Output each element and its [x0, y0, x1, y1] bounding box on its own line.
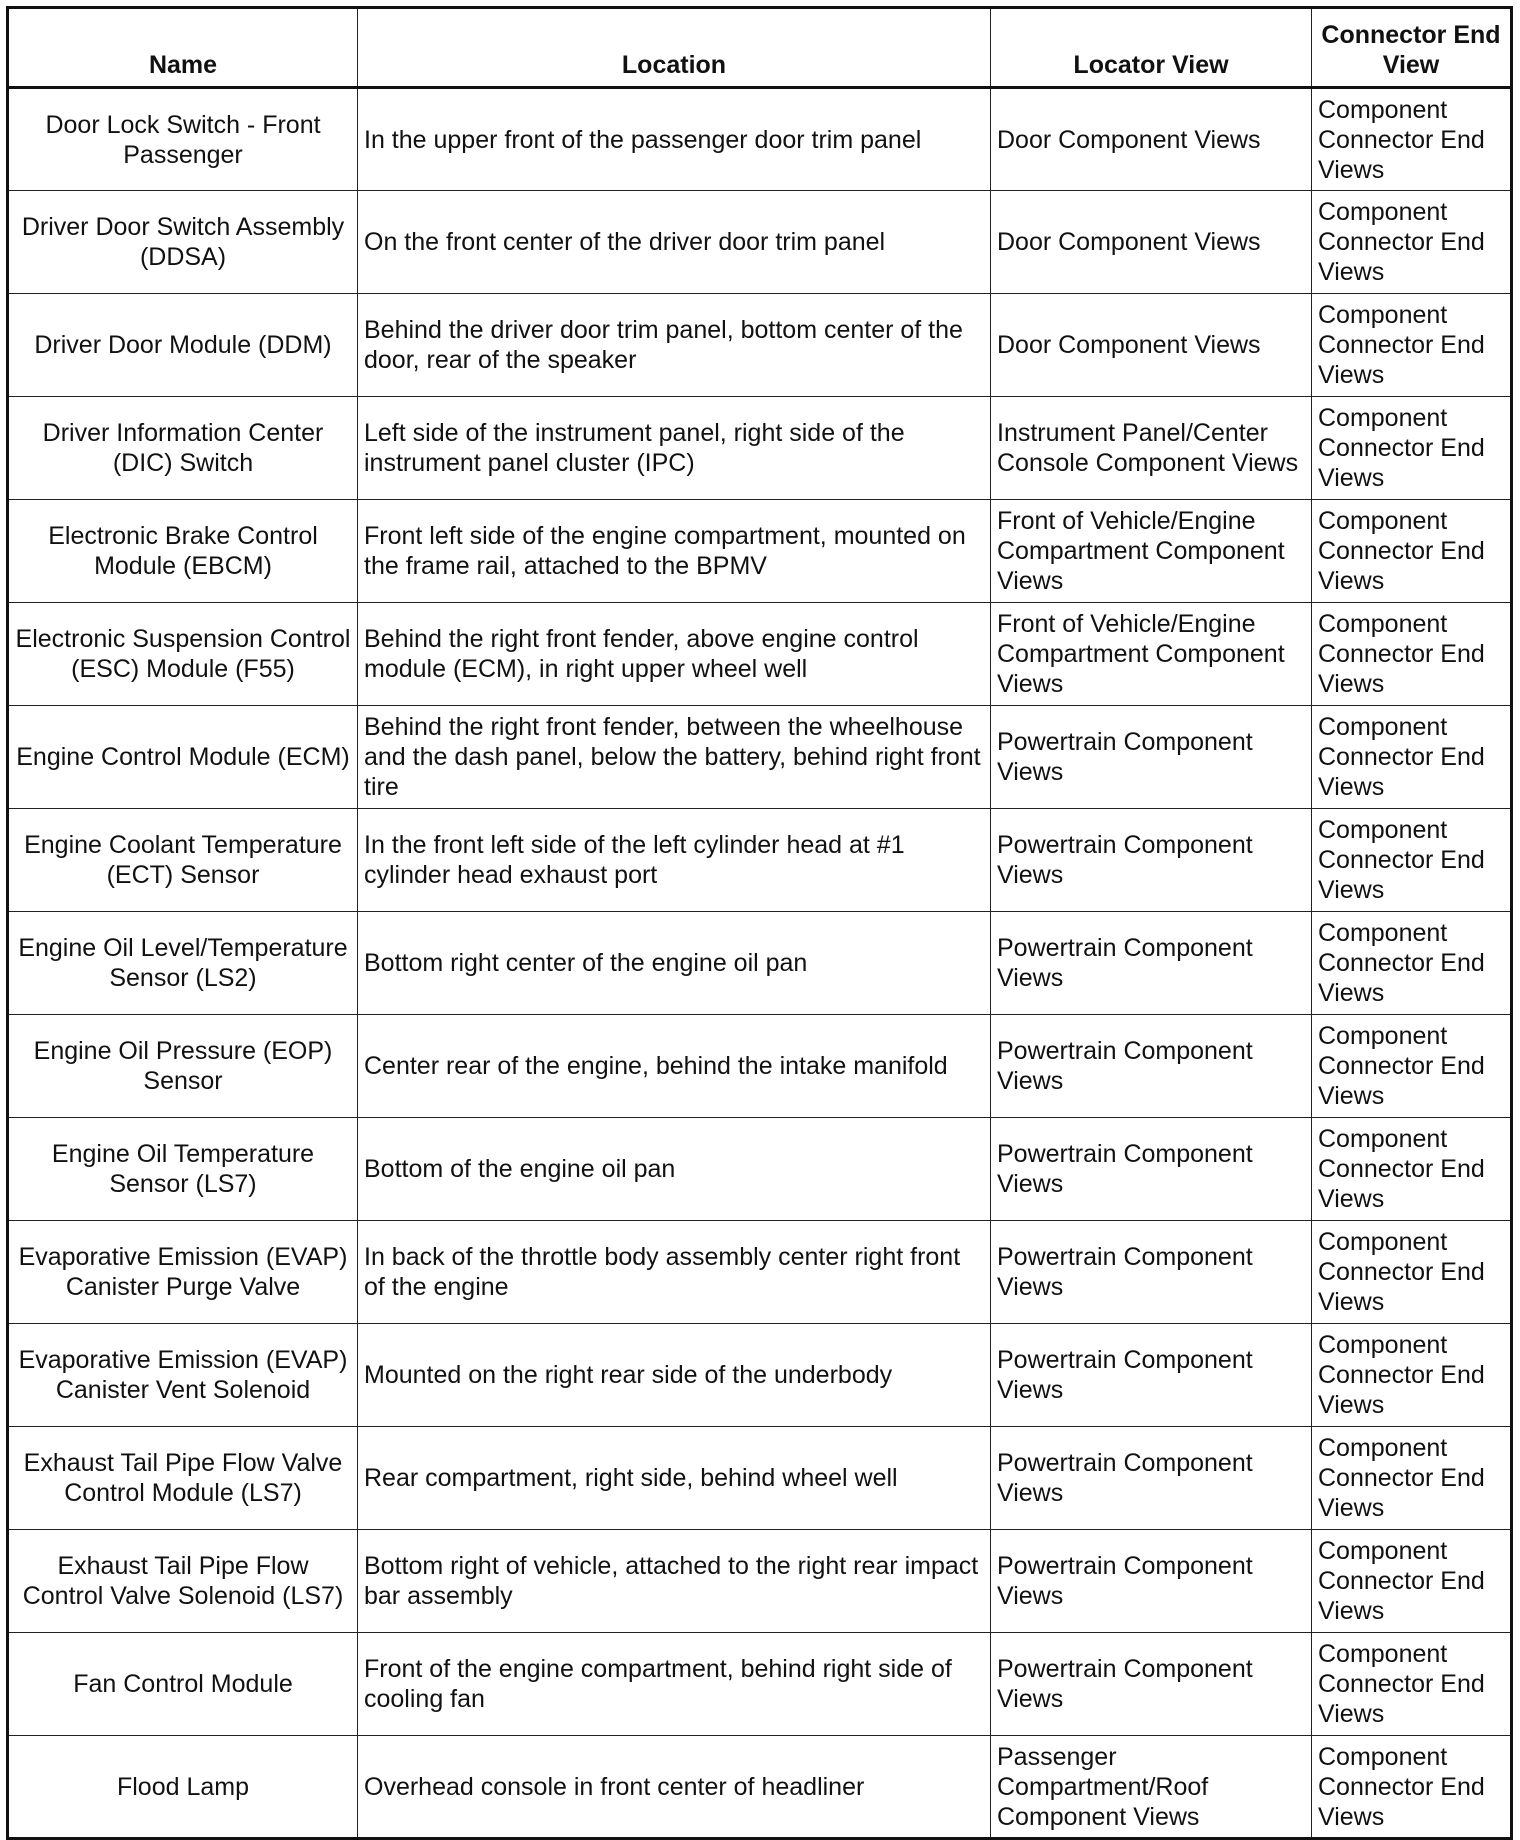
locator-view-link: Powertrain Component Views: [991, 706, 1312, 809]
connector-end-view-link: Component Connector End Views: [1312, 88, 1512, 191]
table-row: [8, 294, 1512, 397]
header-row: [8, 8, 1512, 88]
component-name: Flood Lamp: [8, 1736, 358, 1839]
table-row: [8, 500, 1512, 603]
component-name: Evaporative Emission (EVAP) Canister Vent Solenoid: [8, 1324, 358, 1427]
component-name: Exhaust Tail Pipe Flow Valve Control Module (LS7): [8, 1427, 358, 1530]
component-location: Bottom right of vehicle, attached to the right rear impact bar assembly: [358, 1530, 991, 1633]
locator-view-link: Powertrain Component Views: [991, 1633, 1312, 1736]
component-location: Behind the driver door trim panel, bottom center of the door, rear of the speaker: [358, 294, 991, 397]
component-name: Driver Door Switch Assembly (DDSA): [8, 191, 358, 294]
connector-end-view-link: Component Connector End Views: [1312, 1427, 1512, 1530]
component-name: Engine Coolant Temperature (ECT) Sensor: [8, 809, 358, 912]
table-row: [8, 603, 1512, 706]
table-row: [8, 1633, 1512, 1736]
component-location: Front left side of the engine compartment, mounted on the frame rail, attached to the BPMV: [358, 500, 991, 603]
locator-view-link: Powertrain Component Views: [991, 809, 1312, 912]
component-location: Behind the right front fender, above engine control module (ECM), in right upper wheel well: [358, 603, 991, 706]
connector-end-view-link: Component Connector End Views: [1312, 1015, 1512, 1118]
header-connector-end-view: Connector End View: [1312, 8, 1512, 88]
component-name: Engine Control Module (ECM): [8, 706, 358, 809]
locator-view-link: Powertrain Component Views: [991, 1324, 1312, 1427]
connector-end-view-link: Component Connector End Views: [1312, 397, 1512, 500]
component-name: Engine Oil Temperature Sensor (LS7): [8, 1118, 358, 1221]
table-row: [8, 1736, 1512, 1839]
component-name: Evaporative Emission (EVAP) Canister Purge Valve: [8, 1221, 358, 1324]
component-name: Driver Information Center (DIC) Switch: [8, 397, 358, 500]
header-location: Location: [358, 8, 991, 88]
component-location: Mounted on the right rear side of the underbody: [358, 1324, 991, 1427]
table-row: [8, 1427, 1512, 1530]
component-location: Center rear of the engine, behind the intake manifold: [358, 1015, 991, 1118]
connector-end-view-link: Component Connector End Views: [1312, 294, 1512, 397]
locator-view-link: Door Component Views: [991, 294, 1312, 397]
connector-end-view-link: Component Connector End Views: [1312, 1221, 1512, 1324]
connector-end-view-link: Component Connector End Views: [1312, 191, 1512, 294]
connector-end-view-link: Component Connector End Views: [1312, 603, 1512, 706]
component-location: In the front left side of the left cylinder head at #1 cylinder head exhaust port: [358, 809, 991, 912]
table-row: [8, 1015, 1512, 1118]
table-row: [8, 1118, 1512, 1221]
component-name: Door Lock Switch - Front Passenger: [8, 88, 358, 191]
component-location: In the upper front of the passenger door trim panel: [358, 88, 991, 191]
component-name: Exhaust Tail Pipe Flow Control Valve Solenoid (LS7): [8, 1530, 358, 1633]
component-name: Engine Oil Level/Temperature Sensor (LS2): [8, 912, 358, 1015]
table-row: [8, 397, 1512, 500]
component-location: Bottom of the engine oil pan: [358, 1118, 991, 1221]
component-locator-table: [6, 6, 1513, 1840]
component-name: Electronic Suspension Control (ESC) Module (F55): [8, 603, 358, 706]
locator-view-link: Instrument Panel/Center Console Component Views: [991, 397, 1312, 500]
component-location: Rear compartment, right side, behind wheel well: [358, 1427, 991, 1530]
locator-view-link: Powertrain Component Views: [991, 1530, 1312, 1633]
component-location: Bottom right center of the engine oil pan: [358, 912, 991, 1015]
component-location: In back of the throttle body assembly center right front of the engine: [358, 1221, 991, 1324]
locator-view-link: Powertrain Component Views: [991, 1118, 1312, 1221]
table-row: [8, 809, 1512, 912]
table-row: [8, 88, 1512, 191]
connector-end-view-link: Component Connector End Views: [1312, 706, 1512, 809]
component-location: Left side of the instrument panel, right side of the instrument panel cluster (IPC): [358, 397, 991, 500]
table-row: [8, 1221, 1512, 1324]
connector-end-view-link: Component Connector End Views: [1312, 912, 1512, 1015]
connector-end-view-link: Component Connector End Views: [1312, 1118, 1512, 1221]
connector-end-view-link: Component Connector End Views: [1312, 809, 1512, 912]
locator-view-link: Powertrain Component Views: [991, 1221, 1312, 1324]
locator-view-link: Powertrain Component Views: [991, 1427, 1312, 1530]
locator-view-link: Powertrain Component Views: [991, 1015, 1312, 1118]
component-name: Fan Control Module: [8, 1633, 358, 1736]
locator-view-link: Door Component Views: [991, 191, 1312, 294]
component-location: Overhead console in front center of headliner: [358, 1736, 991, 1839]
connector-end-view-link: Component Connector End Views: [1312, 1736, 1512, 1839]
table-row: [8, 191, 1512, 294]
table-row: [8, 912, 1512, 1015]
locator-view-link: Front of Vehicle/Engine Compartment Component Views: [991, 500, 1312, 603]
locator-view-link: Powertrain Component Views: [991, 912, 1312, 1015]
component-locator-sheet: [6, 6, 1513, 1840]
component-location: Behind the right front fender, between the wheelhouse and the dash panel, below the battery, behind right front tire: [358, 706, 991, 809]
locator-view-link: Door Component Views: [991, 88, 1312, 191]
component-location: Front of the engine compartment, behind right side of cooling fan: [358, 1633, 991, 1736]
connector-end-view-link: Component Connector End Views: [1312, 1633, 1512, 1736]
component-name: Electronic Brake Control Module (EBCM): [8, 500, 358, 603]
component-name: Engine Oil Pressure (EOP) Sensor: [8, 1015, 358, 1118]
table-row: [8, 706, 1512, 809]
table-row: [8, 1324, 1512, 1427]
component-name: Driver Door Module (DDM): [8, 294, 358, 397]
table-row: [8, 1530, 1512, 1633]
connector-end-view-link: Component Connector End Views: [1312, 500, 1512, 603]
header-name: Name: [8, 8, 358, 88]
locator-view-link: Front of Vehicle/Engine Compartment Component Views: [991, 603, 1312, 706]
connector-end-view-link: Component Connector End Views: [1312, 1324, 1512, 1427]
component-location: On the front center of the driver door trim panel: [358, 191, 991, 294]
locator-view-link: Passenger Compartment/Roof Component Views: [991, 1736, 1312, 1839]
header-locator-view: Locator View: [991, 8, 1312, 88]
connector-end-view-link: Component Connector End Views: [1312, 1530, 1512, 1633]
